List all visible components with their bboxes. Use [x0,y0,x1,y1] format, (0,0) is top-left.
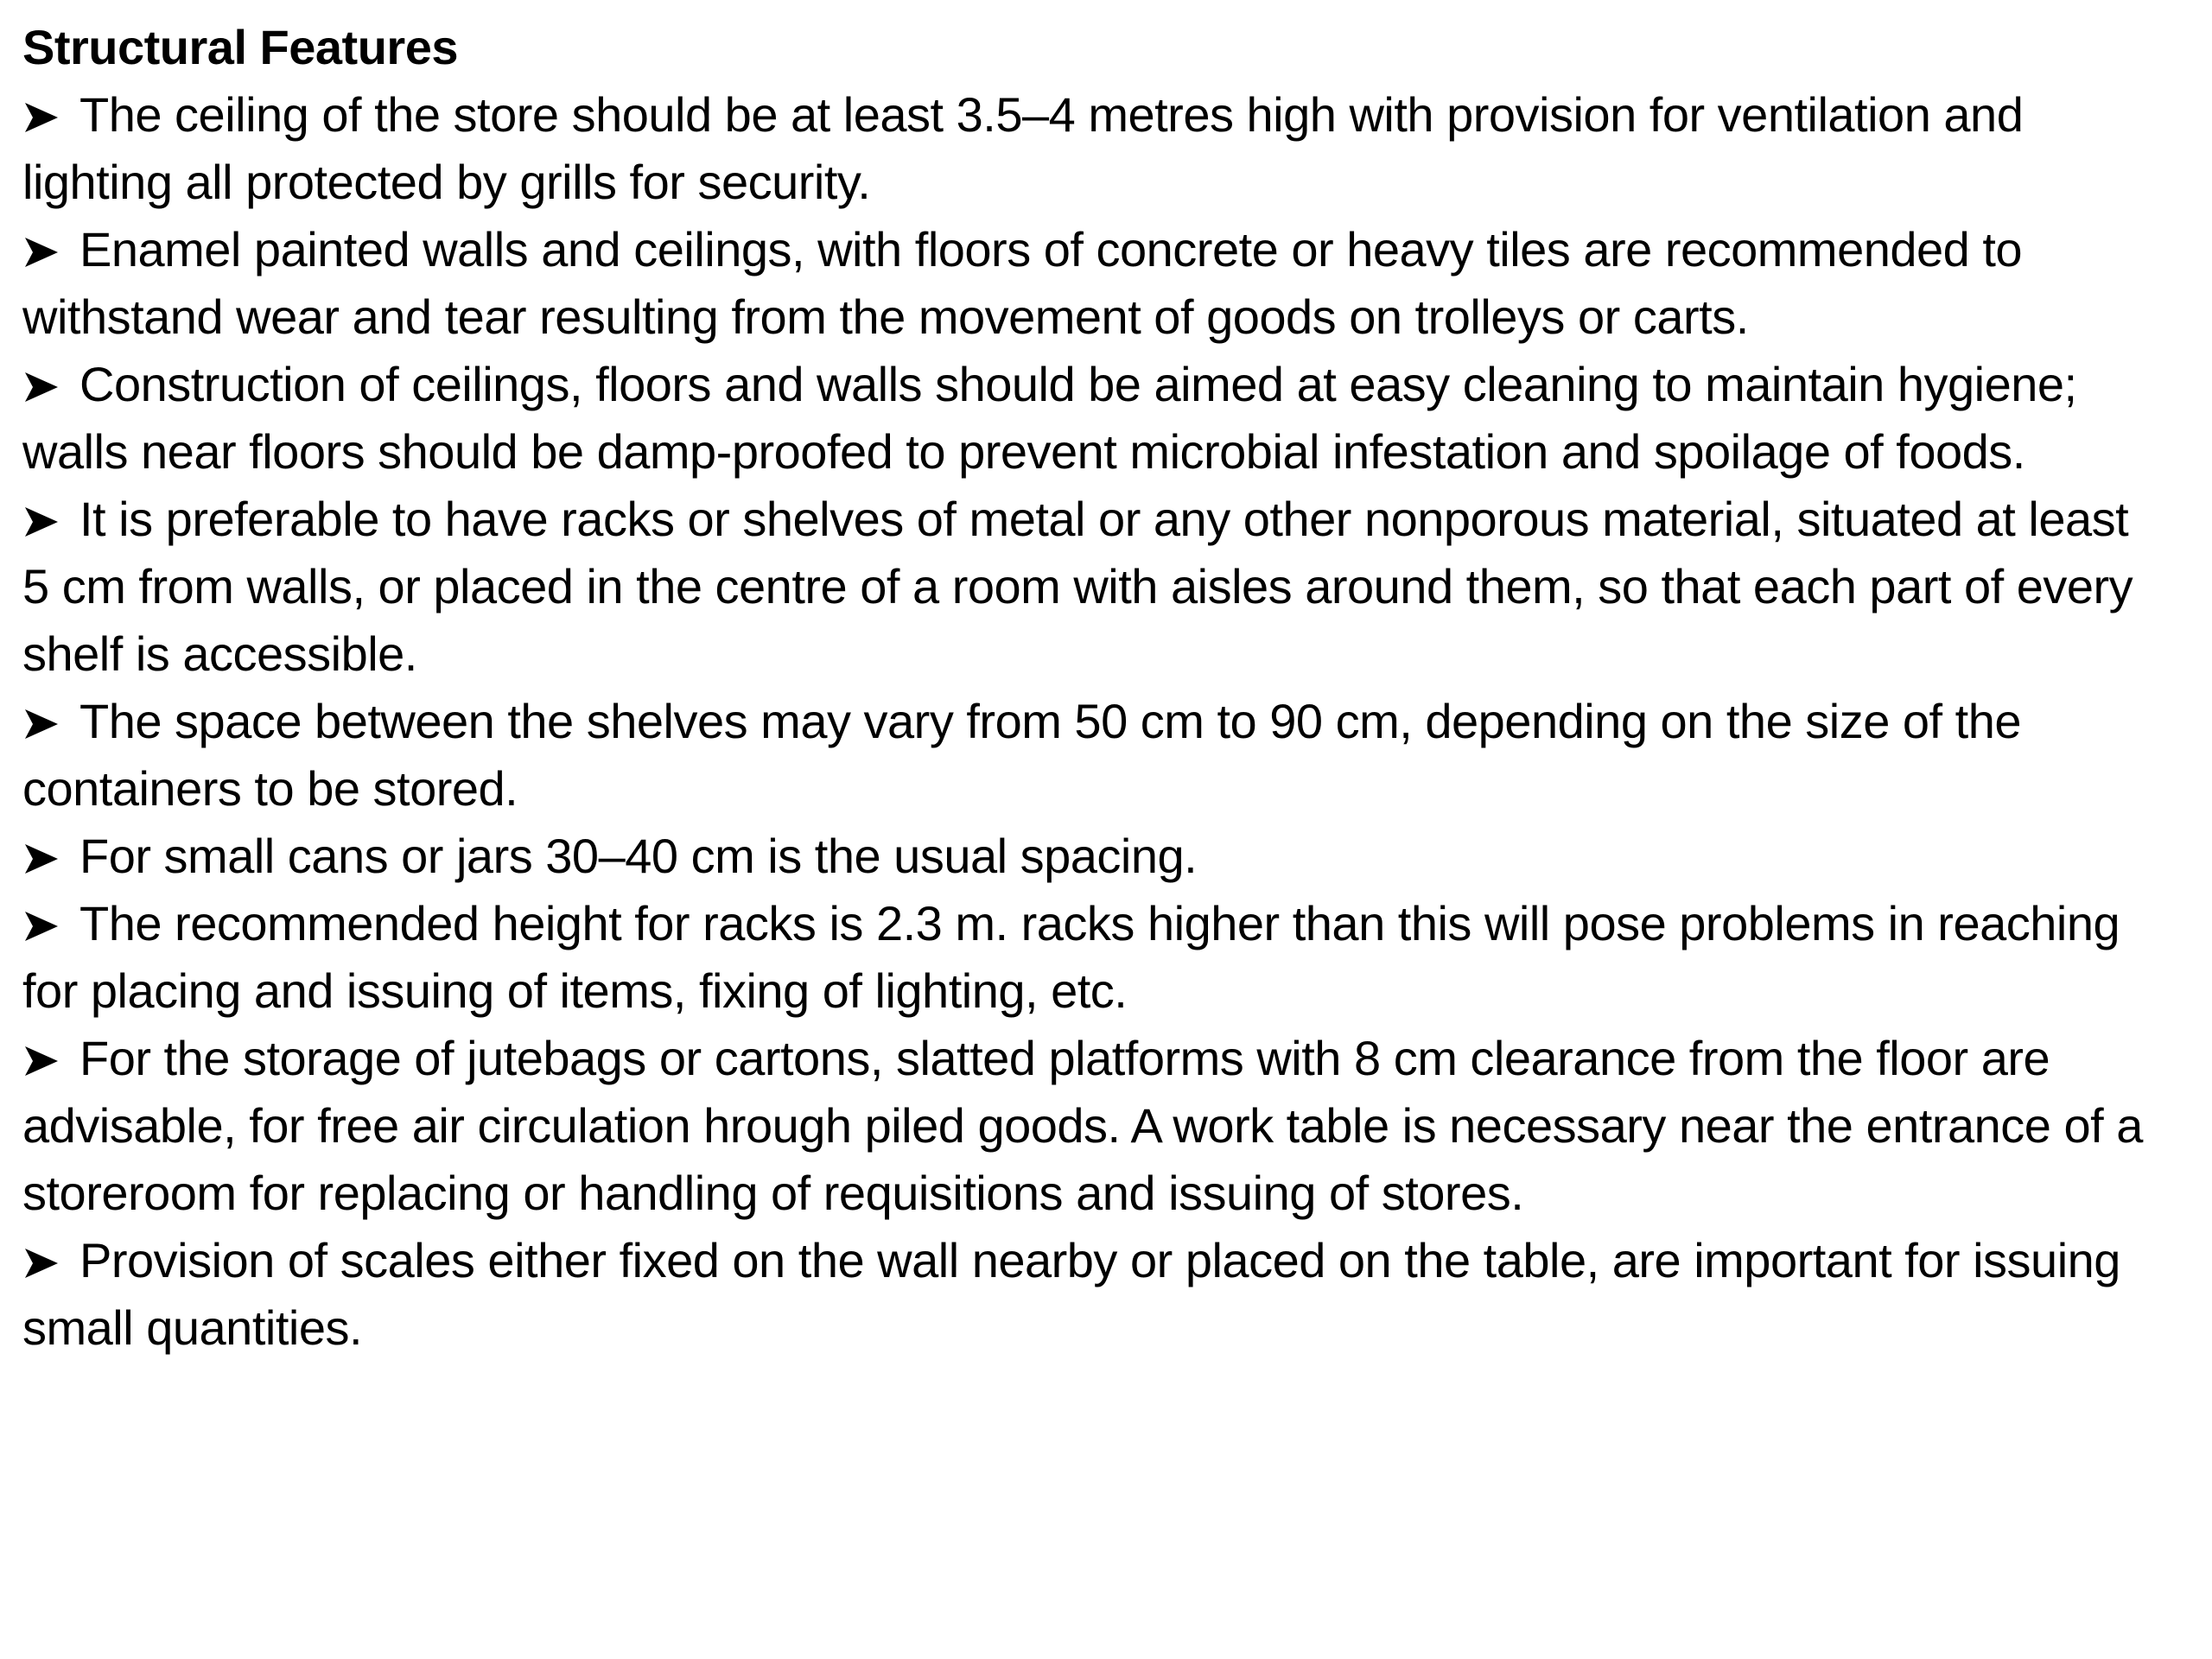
list-item [22,351,2143,486]
arrowhead-bullet-icon [22,890,79,957]
bullet-text: The ceiling of the store should be at least 3.5–4 metres high with provision for ventilation and lighting all protected by grills for security. [22,87,2024,209]
arrowhead-bullet-icon [22,1025,79,1092]
bullet-text: Provision of scales either fixed on the wall nearby or placed on the table, are important for issuing small quantities. [22,1233,2120,1355]
bullet-text: The recommended height for racks is 2.3 m. racks higher than this will pose problems in reaching for placing and issuing of items, fixing of lighting, etc. [22,896,2120,1018]
bullet-text: Enamel painted walls and ceilings, with floors of concrete or heavy tiles are recommended to withstand wear and tear resulting from the movement of goods on trolleys or carts. [22,222,2023,344]
bullet-list [22,81,2143,1362]
section-heading: Structural Features [22,20,458,74]
bullet-text: The space between the shelves may vary from 50 cm to 90 cm, depending on the size of the containers to be stored. [22,694,2022,816]
list-item [22,216,2143,351]
arrowhead-bullet-icon [22,351,79,418]
arrowhead-bullet-icon [22,81,79,149]
list-item [22,81,2143,216]
list-item [22,823,2143,890]
list-item [22,688,2143,823]
arrowhead-bullet-icon [22,688,79,755]
list-item [22,890,2143,1025]
arrowhead-bullet-icon [22,486,79,553]
arrowhead-bullet-icon [22,823,79,890]
arrowhead-bullet-icon [22,1227,79,1294]
list-item [22,1227,2143,1362]
bullet-text: It is preferable to have racks or shelves of metal or any other nonporous material, situated at least 5 cm from walls, or placed in the centre of a room with aisles around them, so that each part of every shelf is accessible. [22,492,2133,681]
list-item [22,1025,2143,1227]
arrowhead-bullet-icon [22,216,79,283]
bullet-text: Construction of ceilings, floors and walls should be aimed at easy cleaning to maintain hygiene; walls near floors should be damp-proofed to prevent microbial infestation and spoilage of foods. [22,357,2077,479]
bullet-text: For the storage of jutebags or cartons, slatted platforms with 8 cm clearance from the floor are advisable, for free air circulation hrough piled goods. A work table is necessary near the entrance of a storeroom for replacing or handling of requisitions and issuing of stores. [22,1031,2143,1220]
list-item [22,486,2143,688]
bullet-text: For small cans or jars 30–40 cm is the usual spacing. [79,829,1198,883]
